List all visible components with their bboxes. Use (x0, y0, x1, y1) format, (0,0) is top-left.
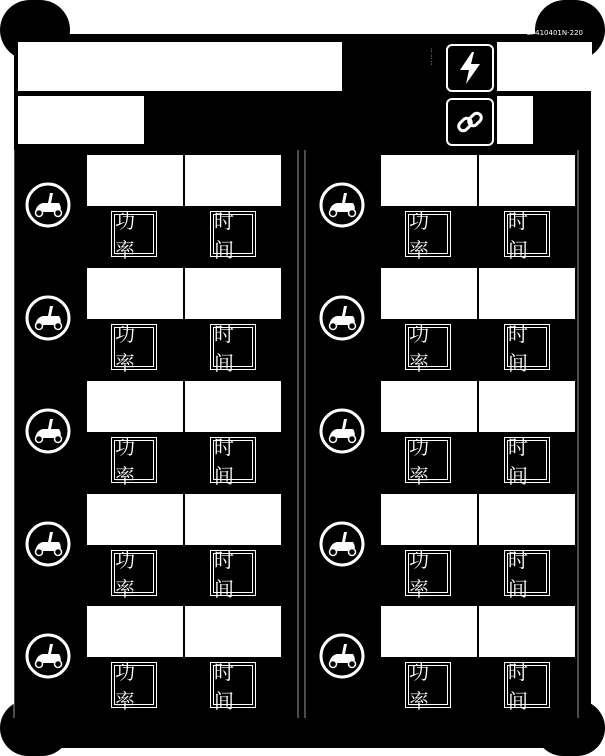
power-display-window (87, 381, 183, 432)
chain-link-icon[interactable] (446, 98, 494, 146)
time-display-window (479, 155, 575, 206)
scooter-icon (319, 295, 365, 341)
time-display-window (479, 494, 575, 545)
top-right-small-window (497, 96, 533, 144)
power-display-window (87, 494, 183, 545)
power-button[interactable] (111, 660, 157, 713)
power-label: 功率 (114, 665, 154, 705)
scooter-icon (25, 182, 71, 228)
time-label: 时间 (213, 327, 253, 367)
power-label: 功率 (408, 553, 448, 593)
time-display-window (185, 268, 281, 319)
model-number: SP410401N-220 (526, 29, 583, 37)
scooter-icon (319, 521, 365, 567)
time-display-window (479, 381, 575, 432)
time-button[interactable] (210, 660, 256, 713)
time-label: 时间 (507, 440, 547, 480)
time-label: 时间 (213, 665, 253, 705)
power-label: 功率 (114, 440, 154, 480)
power-display-window (87, 268, 183, 319)
scooter-icon (319, 633, 365, 679)
top-display-window (18, 42, 342, 91)
time-button[interactable] (210, 548, 256, 601)
time-button[interactable] (210, 435, 256, 488)
power-label: 功率 (114, 327, 154, 367)
brand-text: SAVEMOW (80, 29, 112, 36)
time-label: 时间 (507, 553, 547, 593)
power-button[interactable] (405, 322, 451, 375)
power-button[interactable] (111, 548, 157, 601)
power-display-window (87, 155, 183, 206)
scooter-icon (319, 408, 365, 454)
top-right-window (497, 42, 592, 91)
power-display-window (381, 268, 477, 319)
time-button[interactable] (504, 322, 550, 375)
time-display-window (185, 381, 281, 432)
power-display-window (381, 381, 477, 432)
power-button[interactable] (111, 209, 157, 262)
power-button[interactable] (405, 548, 451, 601)
time-label: 时间 (507, 327, 547, 367)
time-button[interactable] (504, 435, 550, 488)
power-label: 功率 (114, 214, 154, 254)
top-small-window (18, 96, 144, 144)
power-button[interactable] (405, 209, 451, 262)
scooter-icon (319, 182, 365, 228)
time-label: 时间 (213, 214, 253, 254)
time-display-window (185, 606, 281, 657)
power-button[interactable] (405, 435, 451, 488)
power-button[interactable] (405, 660, 451, 713)
time-display-window (479, 268, 575, 319)
power-button[interactable] (111, 435, 157, 488)
power-label: 功率 (114, 553, 154, 593)
time-button[interactable] (210, 322, 256, 375)
time-display-window (479, 606, 575, 657)
scooter-icon (25, 633, 71, 679)
power-display-window (381, 155, 477, 206)
time-button[interactable] (210, 209, 256, 262)
time-button[interactable] (504, 209, 550, 262)
scooter-icon (25, 408, 71, 454)
power-display-window (87, 606, 183, 657)
power-label: 功率 (408, 665, 448, 705)
lightning-icon[interactable] (446, 44, 494, 92)
scooter-icon (25, 295, 71, 341)
power-label: 功率 (408, 327, 448, 367)
power-button[interactable] (111, 322, 157, 375)
time-button[interactable] (504, 548, 550, 601)
power-label: 功率 (408, 440, 448, 480)
time-display-window (185, 494, 281, 545)
time-display-window (185, 155, 281, 206)
power-label: 功率 (408, 214, 448, 254)
side-small-text: ··· ··· ··· (428, 48, 434, 66)
time-button[interactable] (504, 660, 550, 713)
time-label: 时间 (507, 665, 547, 705)
scooter-icon (25, 521, 71, 567)
time-label: 时间 (507, 214, 547, 254)
time-label: 时间 (213, 553, 253, 593)
power-display-window (381, 606, 477, 657)
power-display-window (381, 494, 477, 545)
time-label: 时间 (213, 440, 253, 480)
